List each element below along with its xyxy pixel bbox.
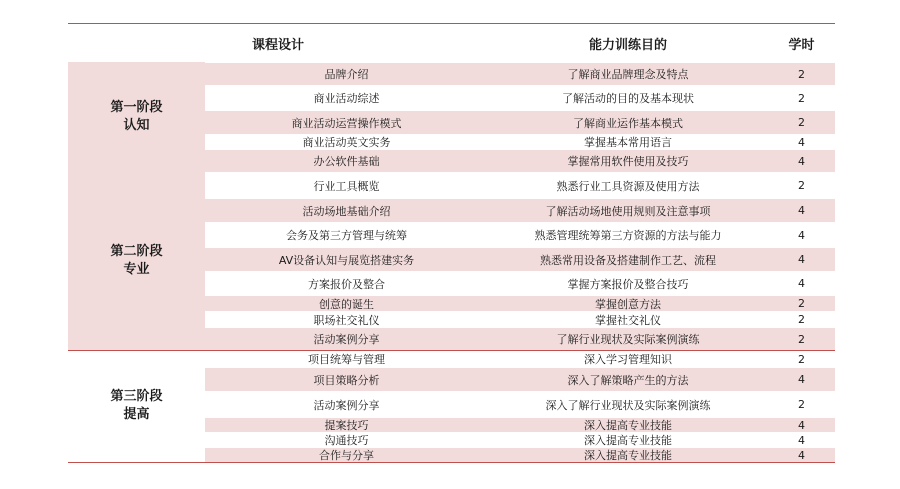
row-training-purpose: 熟悉行业工具资源及使用方法 bbox=[556, 179, 700, 193]
row-course-design: 方案报价及整合 bbox=[308, 277, 385, 291]
row-course-design: 项目统筹与管理 bbox=[308, 353, 385, 366]
row-training-purpose: 深入提高专业技能 bbox=[584, 449, 672, 462]
header-training-purpose: 能力训练目的 bbox=[588, 37, 667, 53]
table-row bbox=[205, 247, 835, 271]
row-course-design: 会务及第三方管理与统筹 bbox=[286, 229, 407, 242]
row-training-purpose: 掌握方案报价及整合技巧 bbox=[567, 277, 689, 291]
row-course-design: 项目策略分析 bbox=[313, 373, 380, 387]
header-course-design: 课程设计 bbox=[251, 37, 304, 53]
table-row bbox=[205, 149, 835, 172]
phase-2-cell bbox=[68, 172, 205, 350]
table-row bbox=[205, 62, 835, 85]
row-hours: 4 bbox=[798, 418, 805, 432]
row-hours: 2 bbox=[798, 116, 805, 129]
row-course-design: 活动场地基础介绍 bbox=[302, 204, 391, 218]
row-hours: 2 bbox=[798, 398, 805, 411]
table-row bbox=[205, 198, 835, 222]
row-course-design: 提案技巧 bbox=[324, 419, 369, 432]
row-course-design: 行业工具概览 bbox=[313, 179, 380, 193]
table-row bbox=[205, 172, 835, 198]
row-hours: 2 bbox=[798, 332, 805, 346]
row-hours: 2 bbox=[798, 179, 805, 192]
row-hours: 2 bbox=[798, 91, 805, 105]
row-course-design: 品牌介绍 bbox=[324, 68, 369, 81]
row-course-design: 活动案例分享 bbox=[313, 333, 380, 346]
row-training-purpose: 了解活动场地使用规则及注意事项 bbox=[545, 204, 711, 218]
table-row bbox=[205, 222, 835, 247]
phase-2-title: 第二阶段 bbox=[110, 244, 163, 259]
row-training-purpose: 掌握常用软件使用及技巧 bbox=[567, 155, 689, 168]
row-hours: 4 bbox=[798, 373, 805, 386]
phase-2-subtitle: 专业 bbox=[123, 262, 150, 277]
row-course-design: 办公软件基础 bbox=[313, 155, 380, 168]
phase-1-title: 第一阶段 bbox=[110, 100, 163, 115]
row-hours: 4 bbox=[798, 154, 805, 168]
row-hours: 4 bbox=[798, 253, 805, 266]
row-hours: 4 bbox=[798, 204, 805, 217]
row-training-purpose: 深入了解行业现状及实际案例演练 bbox=[545, 398, 711, 412]
row-course-design: 商业活动英文实务 bbox=[302, 136, 391, 149]
table-row bbox=[205, 350, 835, 367]
table-body bbox=[68, 62, 835, 462]
table-row bbox=[205, 134, 835, 149]
row-course-design: 合作与分享 bbox=[319, 449, 374, 462]
row-course-design: 商业活动综述 bbox=[313, 92, 380, 105]
row-training-purpose: 了解商业运作基本模式 bbox=[573, 116, 683, 130]
row-hours: 2 bbox=[798, 313, 805, 326]
phase-1-cell bbox=[68, 62, 205, 172]
table-row bbox=[205, 327, 835, 350]
row-training-purpose: 深入了解策略产生的方法 bbox=[567, 373, 689, 387]
table-row bbox=[205, 447, 835, 462]
row-training-purpose: 熟悉常用设备及搭建制作工艺、流程 bbox=[540, 253, 716, 267]
table-row bbox=[205, 271, 835, 295]
row-training-purpose: 深入提高专业技能 bbox=[584, 434, 672, 447]
table-row bbox=[205, 432, 835, 447]
header-hours: 学时 bbox=[788, 37, 815, 53]
row-course-design: 沟通技巧 bbox=[324, 434, 369, 447]
row-hours: 4 bbox=[798, 228, 805, 242]
row-training-purpose: 了解商业品牌理念及特点 bbox=[567, 68, 689, 81]
row-training-purpose: 掌握社交礼仪 bbox=[595, 313, 661, 327]
row-training-purpose: 掌握创意方法 bbox=[595, 297, 661, 311]
row-training-purpose: 深入学习管理知识 bbox=[584, 353, 672, 366]
row-hours: 2 bbox=[798, 352, 805, 366]
table-row bbox=[205, 311, 835, 327]
row-training-purpose: 深入提高专业技能 bbox=[584, 419, 672, 432]
row-training-purpose: 了解活动的目的及基本现状 bbox=[562, 92, 694, 105]
phase-1-subtitle: 认知 bbox=[123, 118, 150, 133]
row-hours: 2 bbox=[798, 297, 805, 310]
row-course-design: 商业活动运营操作模式 bbox=[291, 116, 402, 130]
row-course-design: AV设备认知与展览搭建实务 bbox=[278, 253, 415, 267]
row-training-purpose: 了解行业现状及实际案例演练 bbox=[556, 333, 700, 346]
row-hours: 4 bbox=[798, 433, 805, 447]
table-row bbox=[205, 367, 835, 391]
table-row bbox=[205, 391, 835, 417]
table-row bbox=[205, 85, 835, 110]
row-hours: 4 bbox=[798, 135, 805, 149]
phase-divider bbox=[68, 350, 835, 351]
row-training-purpose: 掌握基本常用语言 bbox=[584, 136, 672, 149]
phase-3-cell bbox=[68, 350, 205, 462]
course-table bbox=[68, 23, 835, 462]
bottom-rule bbox=[68, 462, 835, 463]
row-training-purpose: 熟悉管理统筹第三方资源的方法与能力 bbox=[534, 229, 722, 242]
row-hours: 4 bbox=[798, 448, 805, 462]
table-row bbox=[205, 295, 835, 311]
phase-3-title: 第三阶段 bbox=[110, 389, 163, 404]
phase-3-subtitle: 提高 bbox=[123, 407, 150, 422]
table-row bbox=[205, 417, 835, 432]
row-hours: 2 bbox=[798, 67, 805, 81]
table-row bbox=[205, 110, 835, 134]
row-course-design: 职场社交礼仪 bbox=[313, 313, 380, 327]
row-course-design: 创意的诞生 bbox=[319, 297, 374, 311]
row-hours: 4 bbox=[798, 277, 805, 290]
row-course-design: 活动案例分享 bbox=[313, 398, 380, 412]
table-header bbox=[68, 24, 835, 63]
